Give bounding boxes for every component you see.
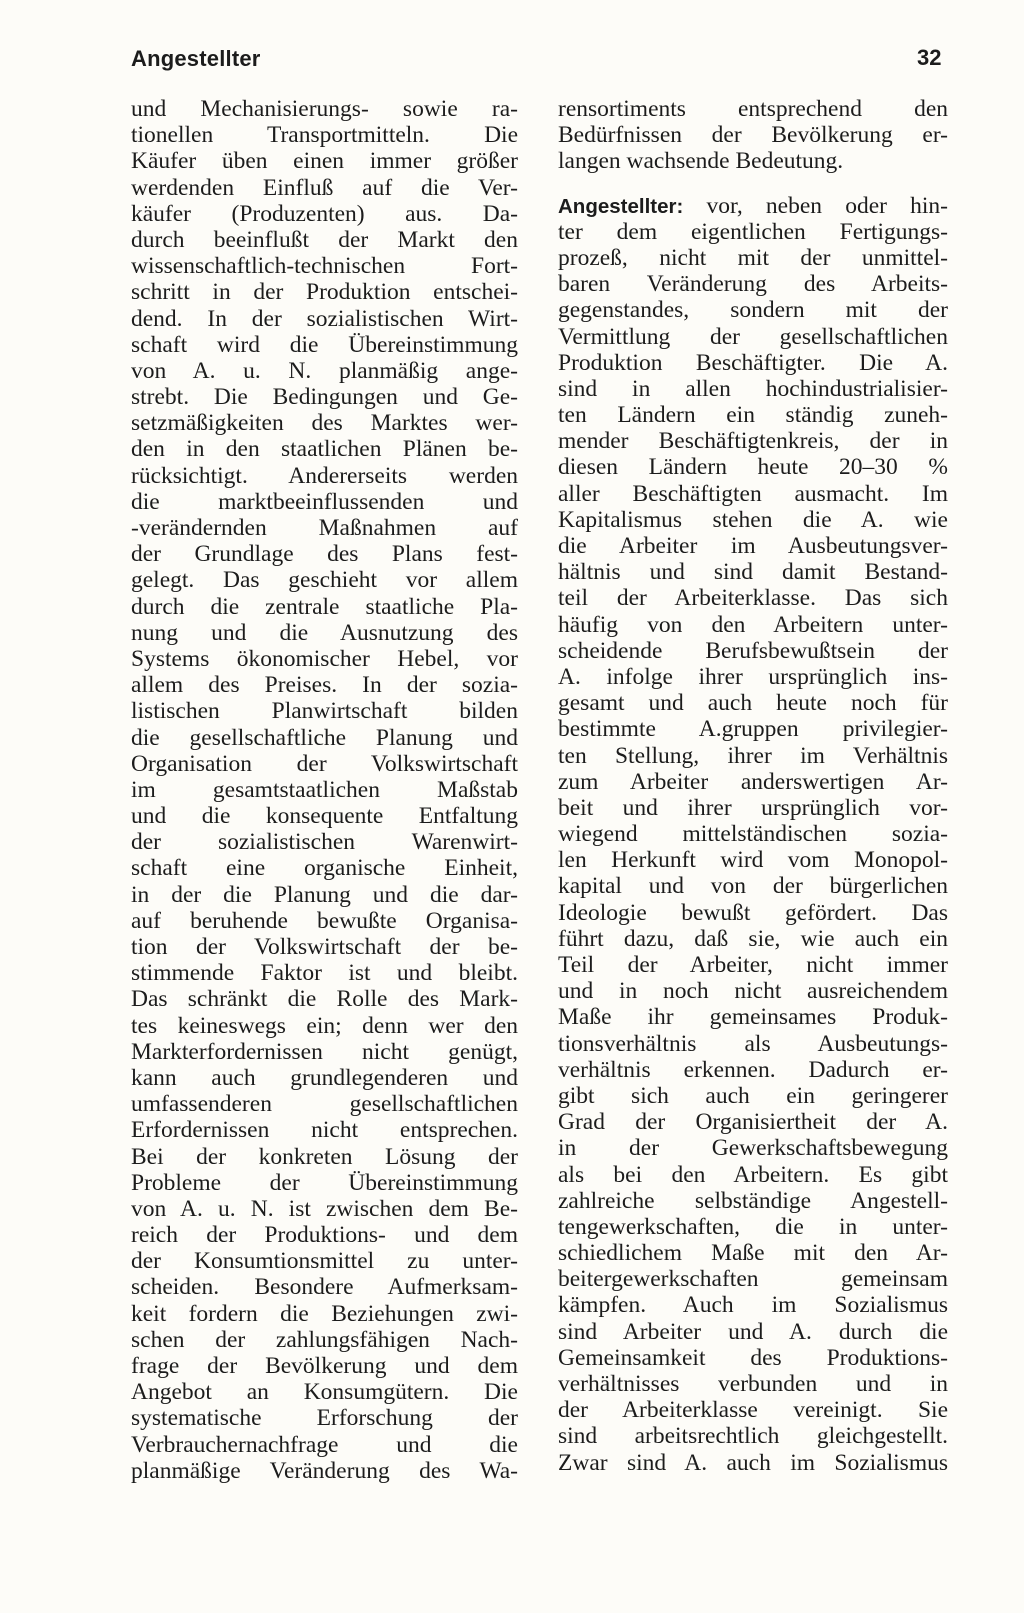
text-line: Das schränkt die Rolle des Mark-: [131, 986, 518, 1013]
text-line: der Konsumtionsmittel zu unter-: [131, 1248, 518, 1275]
text-line: auf beruhende bewußte Organisa-: [131, 907, 518, 934]
text-line: Maße ihr gemeinsames Produk-: [558, 1004, 948, 1031]
text-line: zum Arbeiter anderswertigen Ar-: [558, 768, 948, 795]
text-line: scheidende Berufsbewußtsein der: [558, 637, 948, 664]
text-line: sind arbeitsrechtlich gleichgestellt.: [558, 1423, 948, 1450]
text-line: scheiden. Besondere Aufmerksam-: [131, 1274, 518, 1301]
text-line: den in den staatlichen Plänen be-: [131, 436, 518, 463]
text-line: die Arbeiter im Ausbeutungsver-: [558, 533, 948, 559]
text-line: von A. u. N. ist zwischen dem Be-: [131, 1195, 518, 1222]
text-line: wiegend mittelständischen sozia-: [558, 821, 948, 848]
text-line: setzmäßigkeiten des Marktes wer-: [131, 410, 518, 437]
text-line: Ideologie bewußt gefördert. Das: [558, 899, 948, 926]
text-line: verhältnis erkennen. Dadurch er-: [558, 1056, 948, 1083]
text-line: Angebot an Konsumgütern. Die: [131, 1379, 518, 1406]
entry-first-line: [558, 193, 948, 219]
text-line: im gesamtstaatlichen Maßstab: [131, 776, 518, 803]
text-line: von A. u. N. planmäßig ange-: [131, 357, 518, 384]
entry-first-line-text: vor, neben oder hin-: [683, 192, 948, 219]
previous-entry-continuation: [558, 96, 948, 175]
text-line: tes keineswegs ein; denn wer den: [131, 1012, 518, 1039]
text-line: A. infolge ihrer ursprünglich ins-: [558, 663, 948, 690]
text-line: die gesellschaftliche Planung und: [131, 724, 518, 751]
text-line: langen wachsende Bedeutung.: [558, 148, 844, 175]
text-line: kapital und von der bürgerlichen: [558, 873, 948, 900]
text-line: schaft wird die Übereinstimmung: [131, 331, 518, 358]
right-column: [558, 96, 948, 1476]
text-line: sind Arbeiter und A. durch die: [558, 1318, 948, 1345]
text-line: käufer (Produzenten) aus. Da-: [131, 200, 518, 227]
text-line: Teil der Arbeiter, nicht immer: [558, 952, 948, 978]
text-line: baren Veränderung des Arbeits-: [558, 271, 948, 298]
text-line: durch beeinflußt der Markt den: [131, 226, 518, 253]
text-line: Käufer üben einen immer größer: [131, 148, 518, 175]
text-line: der Grundlage des Plans fest-: [131, 541, 518, 568]
text-line: len Herkunft wird vom Monopol-: [558, 847, 948, 874]
text-line: häufig von den Arbeitern unter-: [558, 611, 948, 638]
text-line: stimmende Faktor ist und bleibt.: [131, 960, 518, 987]
text-line: kämpfen. Auch im Sozialismus: [558, 1292, 948, 1319]
text-line: frage der Bevölkerung und dem: [131, 1353, 518, 1379]
text-line: bestimmte A.gruppen privilegier-: [558, 716, 948, 743]
text-line: nung und die Ausnutzung des: [131, 619, 518, 646]
text-line: tionellen Transportmitteln. Die: [131, 122, 518, 149]
text-line: und in noch nicht ausreichendem: [558, 978, 948, 1005]
text-line: durch die zentrale staatliche Pla-: [131, 593, 518, 620]
text-line: und die konsequente Entfaltung: [131, 803, 518, 830]
entry-term: Angestellter:: [558, 194, 684, 218]
text-line: gibt sich auch ein geringerer: [558, 1082, 948, 1109]
text-line: systematische Erforschung der: [131, 1405, 518, 1432]
text-line: gegenstandes, sondern mit der: [558, 297, 948, 324]
text-line: tion der Volkswirtschaft der be-: [131, 934, 518, 960]
text-line: Bedürfnissen der Bevölkerung er-: [558, 122, 948, 149]
text-line: der sozialistischen Warenwirt-: [131, 829, 518, 856]
text-line: tionsverhältnis als Ausbeutungs-: [558, 1030, 948, 1057]
text-line: Bei der konkreten Lösung der: [131, 1143, 518, 1170]
text-line: Gemeinsamkeit des Produktions-: [558, 1344, 948, 1371]
running-head-title: Angestellter: [131, 46, 261, 71]
text-line: Zwar sind A. auch im Sozialismus: [558, 1449, 948, 1476]
text-line: -verändernden Maßnahmen auf: [131, 515, 518, 541]
text-line: Vermittlung der gesellschaftlichen: [558, 323, 948, 350]
text-line: reich der Produktions- und dem: [131, 1222, 518, 1249]
text-line: schen der zahlungsfähigen Nach-: [131, 1326, 518, 1353]
text-line: Produktion Beschäftigter. Die A.: [558, 349, 948, 376]
paragraph-gap: [558, 175, 948, 193]
text-line: Verbrauchernachfrage und die: [131, 1431, 518, 1458]
text-line: gesamt und auch heute noch für: [558, 690, 948, 717]
text-line: aller Beschäftigten ausmacht. Im: [558, 480, 948, 507]
text-line: kann auch grundlegenderen und: [131, 1064, 518, 1091]
page-number: 32: [917, 45, 942, 70]
text-line: in der Gewerkschaftsbewegung: [558, 1135, 948, 1162]
text-line: Probleme der Übereinstimmung: [131, 1169, 518, 1196]
text-line: prozeß, nicht mit der unmittel-: [558, 244, 948, 271]
text-line: rensortiments entsprechend den: [558, 96, 948, 122]
text-line: umfassenderen gesellschaftlichen: [131, 1091, 518, 1118]
text-line: der Arbeiterklasse vereinigt. Sie: [558, 1397, 948, 1424]
text-line: wissenschaftlich-technischen Fort-: [131, 253, 518, 280]
text-line: als bei den Arbeitern. Es gibt: [558, 1161, 948, 1188]
text-line: Erfordernissen nicht entsprechen.: [131, 1117, 518, 1144]
text-line: mender Beschäftigtenkreis, der in: [558, 428, 948, 455]
text-line: schiedlichem Maße mit den Ar-: [558, 1240, 948, 1267]
text-line: listischen Planwirtschaft bilden: [131, 698, 518, 725]
text-line: die marktbeeinflussenden und: [131, 488, 518, 515]
text-line: in der die Planung und die dar-: [131, 881, 518, 908]
text-line: zahlreiche selbständige Angestell-: [558, 1187, 948, 1214]
text-line: beit und ihrer ursprünglich vor-: [558, 794, 948, 821]
text-line: Organisation der Volkswirtschaft: [131, 750, 518, 777]
left-column: [131, 96, 518, 1484]
text-line: sind in allen hochindustrialisier-: [558, 375, 948, 402]
text-line: schritt in der Produktion entschei-: [131, 279, 518, 306]
text-line: strebt. Die Bedingungen und Ge-: [131, 384, 518, 411]
text-line: und Mechanisierungs- sowie ra-: [131, 96, 518, 122]
text-line: werdenden Einfluß auf die Ver-: [131, 174, 518, 201]
text-line: schaft eine organische Einheit,: [131, 855, 518, 882]
text-line: ter dem eigentlichen Fertigungs-: [558, 218, 948, 245]
text-line: ten Stellung, ihrer im Verhältnis: [558, 742, 948, 769]
text-line: hältnis und sind damit Bestand-: [558, 559, 948, 586]
text-line: teil der Arbeiterklasse. Das sich: [558, 585, 948, 612]
text-line: Grad der Organisiertheit der A.: [558, 1109, 948, 1136]
text-line: dend. In der sozialistischen Wirt-: [131, 305, 518, 332]
text-line: allem des Preises. In der sozia-: [131, 672, 518, 699]
text-line: rücksichtigt. Andererseits werden: [131, 462, 518, 489]
text-line: Markterfordernissen nicht genügt,: [131, 1038, 518, 1065]
text-line: diesen Ländern heute 20–30 %: [558, 454, 948, 481]
text-line: tengewerkschaften, die in unter-: [558, 1213, 948, 1240]
entry-body: [558, 219, 948, 1476]
text-line: Systems ökonomischer Hebel, vor: [131, 645, 518, 672]
text-line: verhältnisses verbunden und in: [558, 1371, 948, 1397]
text-line: führt dazu, daß sie, wie auch ein: [558, 925, 948, 952]
text-line: ten Ländern ein ständig zuneh-: [558, 402, 948, 429]
text-line: planmäßige Veränderung des Wa-: [131, 1457, 518, 1484]
text-line: keit fordern die Beziehungen zwi-: [131, 1300, 518, 1327]
text-line: Kapitalismus stehen die A. wie: [558, 506, 948, 533]
text-line: gelegt. Das geschieht vor allem: [131, 567, 518, 594]
text-line: beitergewerkschaften gemeinsam: [558, 1266, 948, 1293]
